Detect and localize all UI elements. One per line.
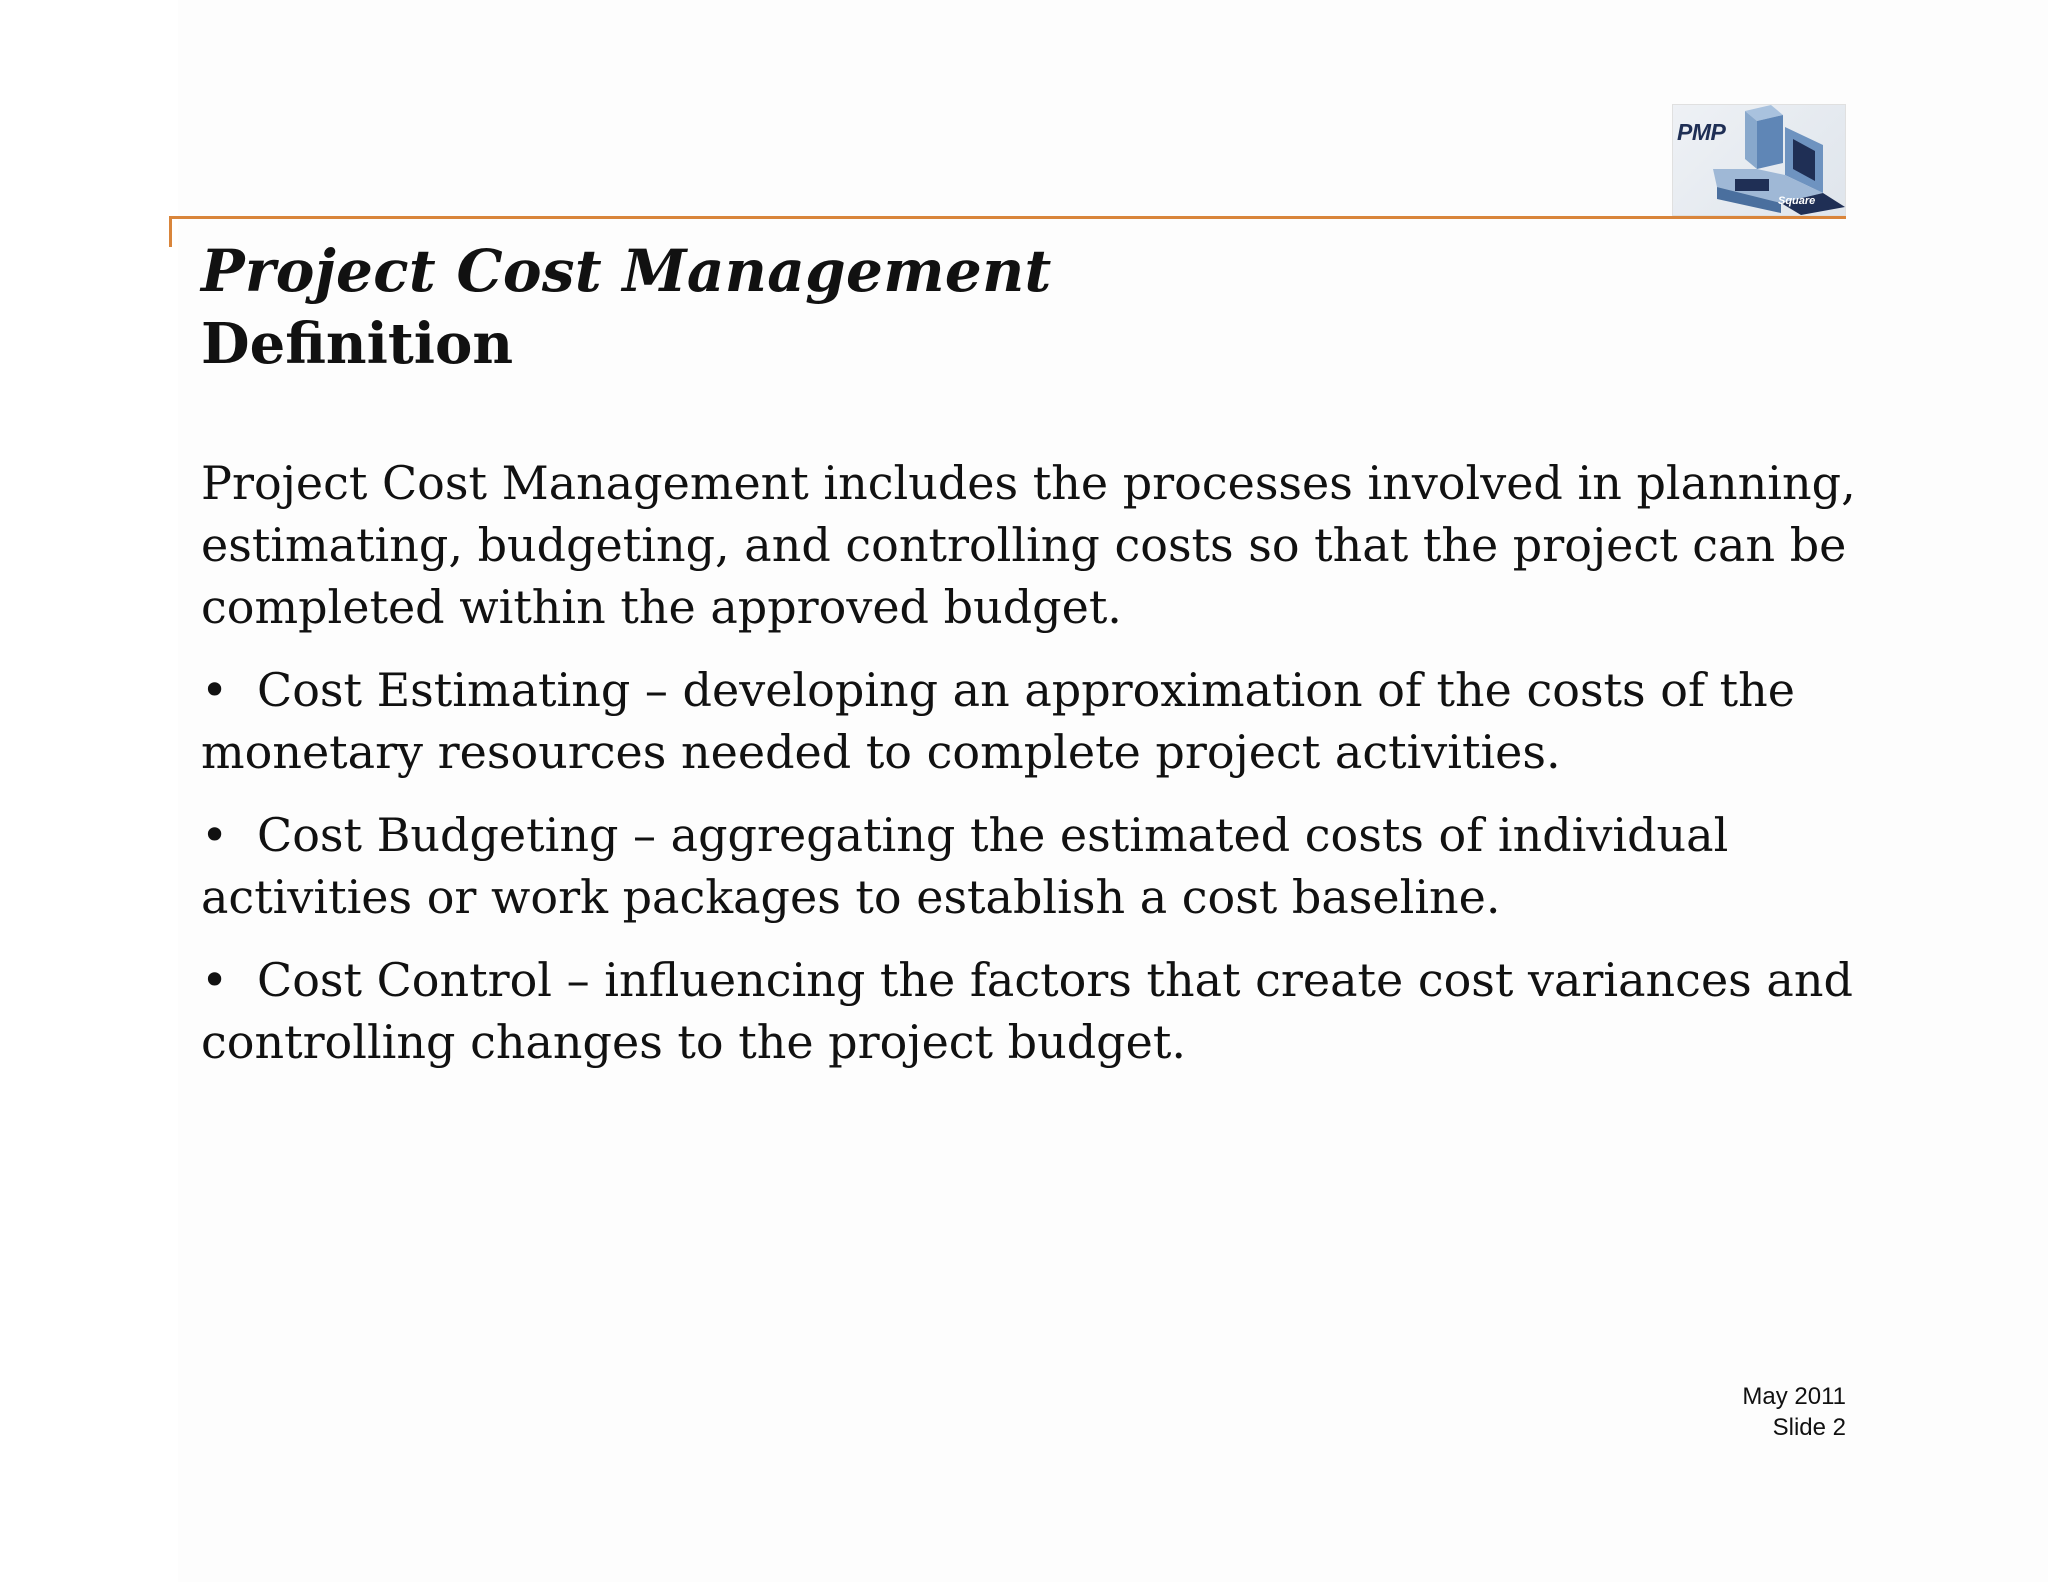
slide-body bbox=[201, 452, 1856, 1094]
logo-subtext: Square bbox=[1778, 195, 1816, 207]
bullet-text: monetary resources needed to complete project activities. bbox=[201, 725, 1561, 779]
logo-text: PMP bbox=[1677, 119, 1726, 145]
intro-line: completed within the approved budget. bbox=[201, 580, 1122, 634]
bullet-marker: • bbox=[201, 663, 229, 717]
title-accent-line bbox=[169, 216, 1846, 219]
intro-paragraph bbox=[201, 452, 1856, 638]
bullet-marker: • bbox=[201, 808, 229, 862]
slide-title: Project Cost Management bbox=[201, 237, 1052, 305]
pmp-square-logo bbox=[1672, 104, 1846, 216]
bullet-text: Cost Estimating – developing an approximation of the costs of the bbox=[257, 663, 1795, 717]
bullet-marker: • bbox=[201, 953, 229, 1007]
bullet-cost-budgeting bbox=[201, 804, 1831, 928]
intro-line: Project Cost Management includes the processes involved in planning, bbox=[201, 456, 1856, 510]
bullet-text: Cost Budgeting – aggregating the estimated costs of individual bbox=[257, 808, 1729, 862]
bullet-text: activities or work packages to establish a cost baseline. bbox=[201, 870, 1501, 924]
bullet-text: Cost Control – influencing the factors that create cost variances and bbox=[257, 953, 1853, 1007]
title-accent-corner bbox=[169, 216, 172, 247]
footer-date: May 2011 bbox=[1742, 1383, 1846, 1410]
bullet-text: controlling changes to the project budget. bbox=[201, 1015, 1186, 1069]
bullet-cost-estimating bbox=[201, 659, 1831, 783]
intro-line: estimating, budgeting, and controlling costs so that the project can be bbox=[201, 518, 1847, 572]
slide-footer bbox=[1742, 1381, 1846, 1443]
slide-subtitle: Definition bbox=[201, 311, 514, 377]
bullet-cost-control bbox=[201, 949, 1853, 1073]
footer-slide-number: Slide 2 bbox=[1772, 1414, 1846, 1441]
